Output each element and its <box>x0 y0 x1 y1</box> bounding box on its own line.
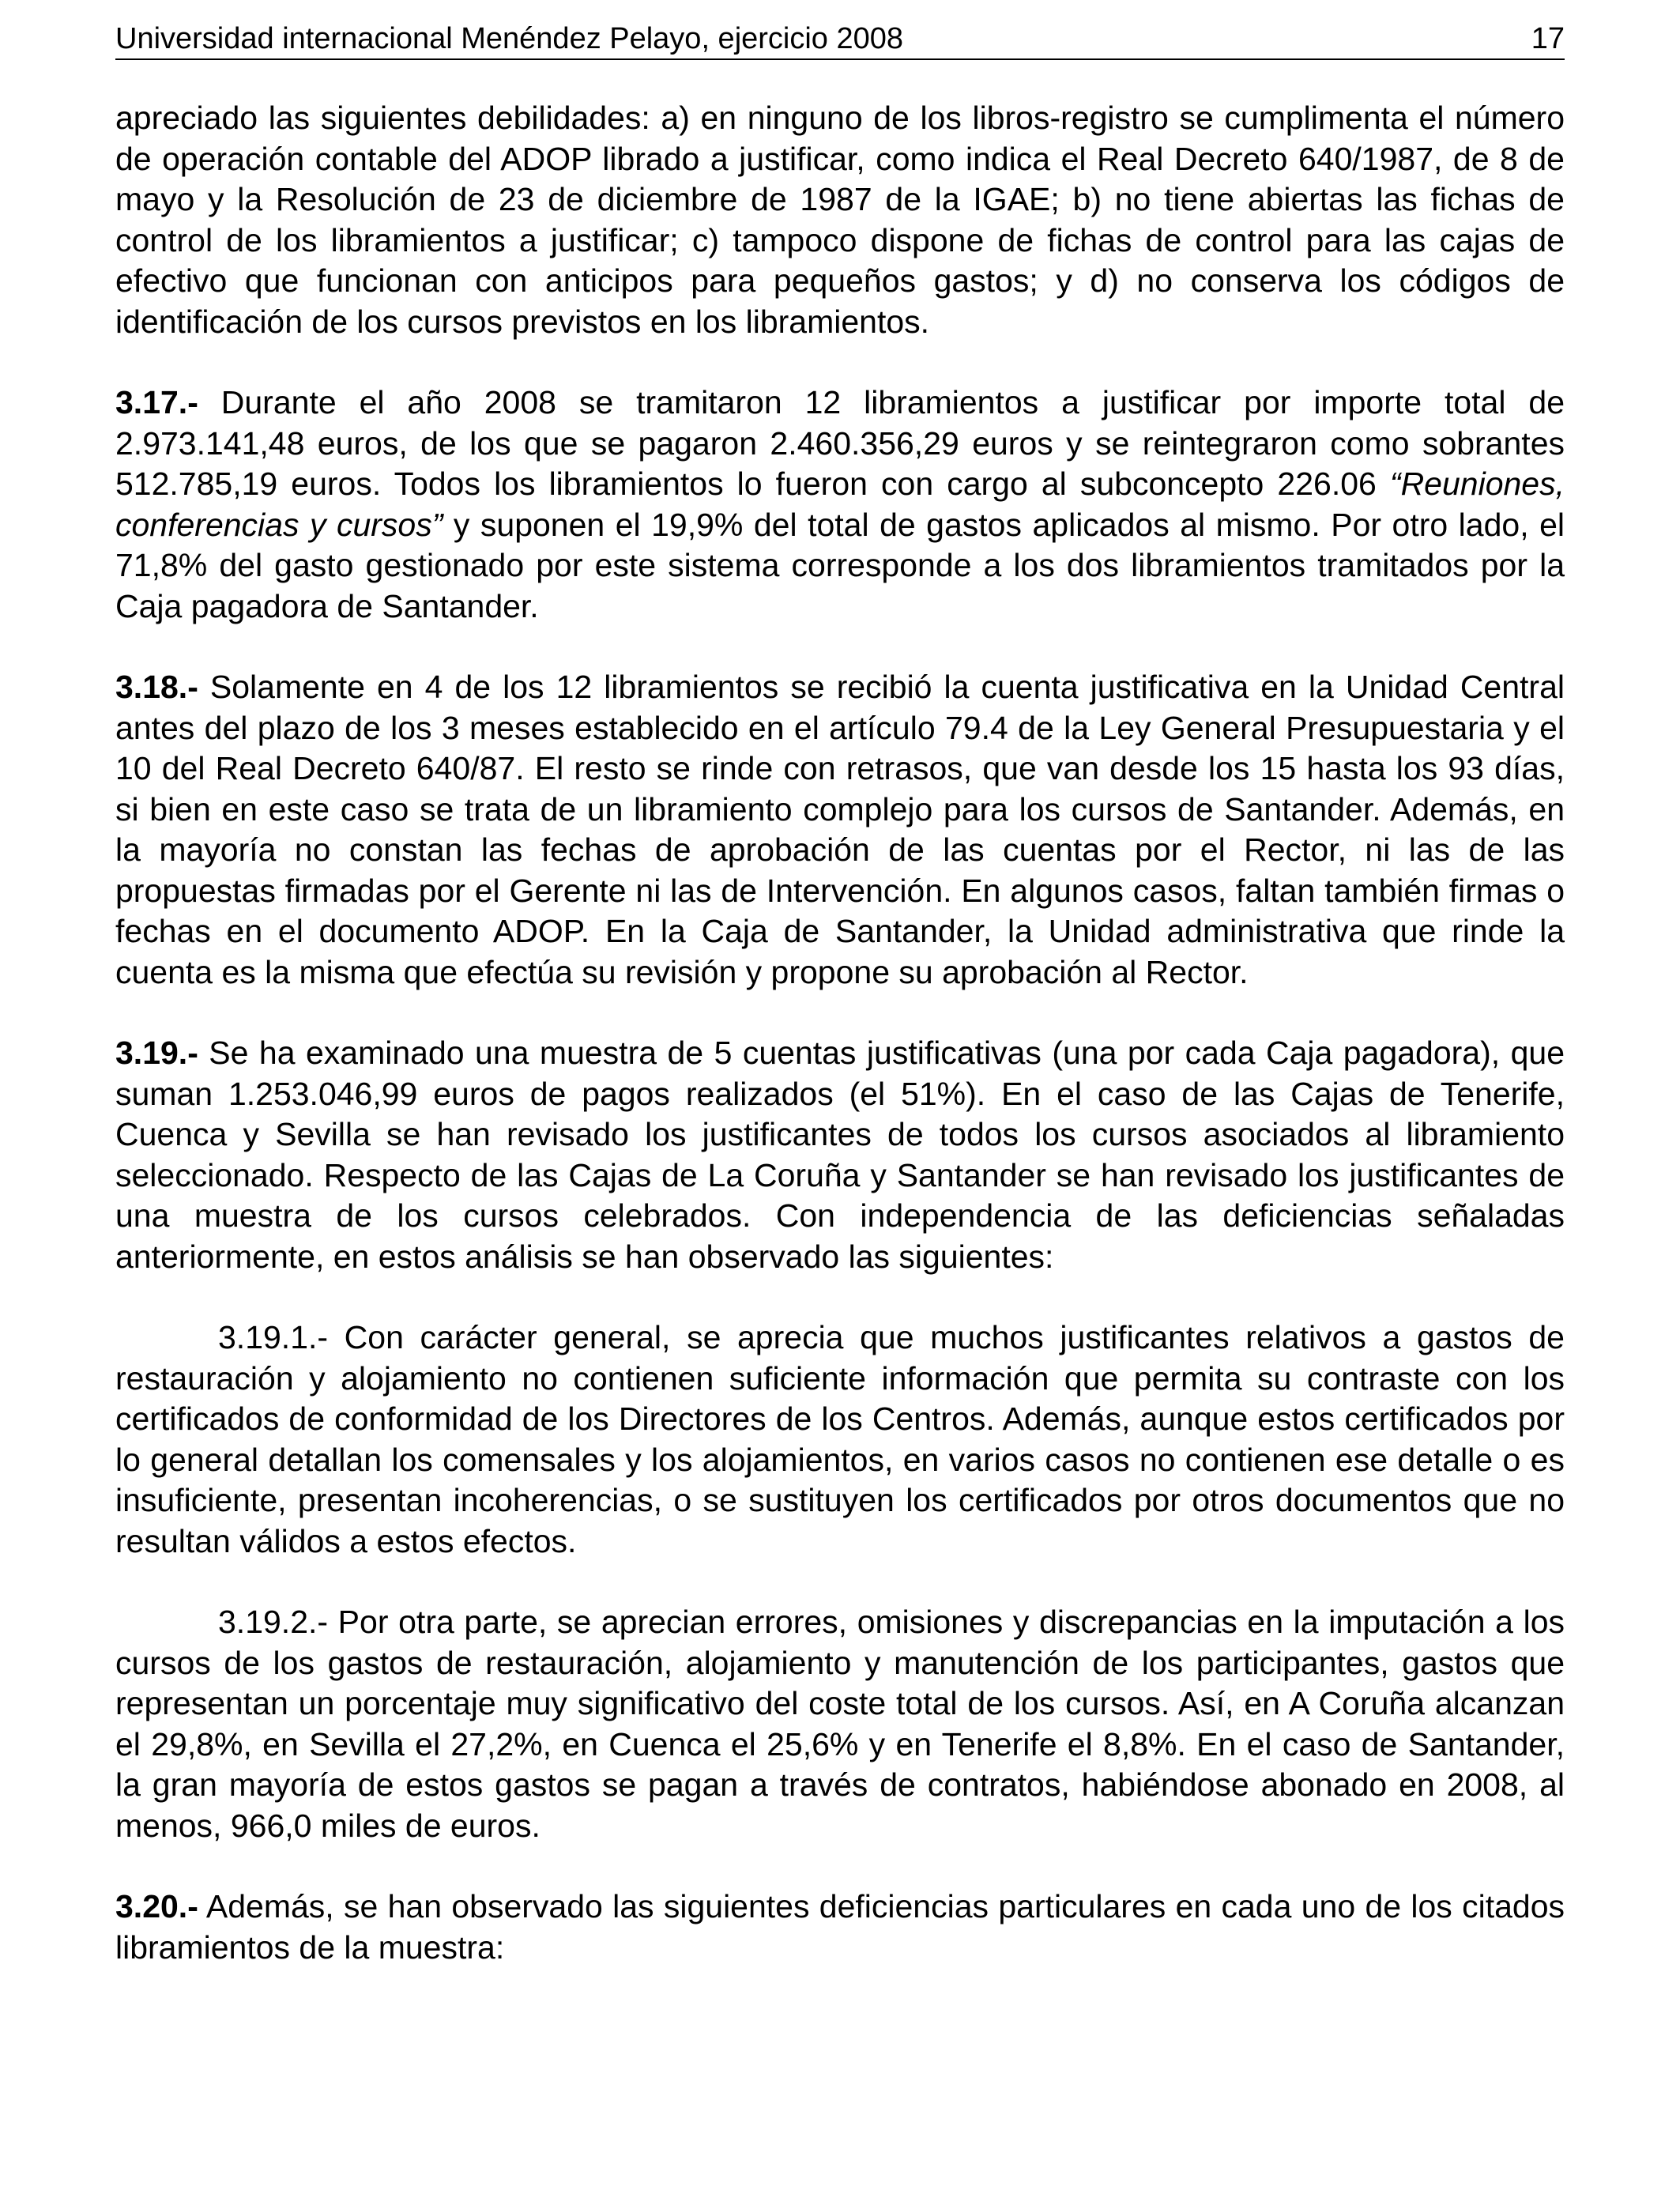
section-number: 3.20.- <box>115 1888 198 1924</box>
paragraph-text: y suponen el 19,9% del total de gastos aplicados al mismo. Por otro lado, el 71,8% del gasto gestionado por este sistema corresponde a los dos libramientos tramitados por la Caja pagadora de Santander. <box>115 506 1565 624</box>
paragraph-text: 3.19.1.- Con carácter general, se aprecia que muchos justificantes relativos a gastos de restauración y alojamiento no contienen suficiente información que permita su contraste con los certificados de conformidad de los Directores de los Centros. Además, aunque estos certificados por lo general detallan los comensales y los alojamientos, en varios casos no contienen ese detalle o es insuficiente, presentan incoherencias, o se sustituyen los certificados por otros documentos que no resultan válidos a estos efectos. <box>115 1319 1565 1559</box>
paragraph-3-19 <box>115 1033 1565 1277</box>
page-header <box>115 19 1565 60</box>
section-number: 3.19.- <box>115 1035 198 1071</box>
page-number: 17 <box>1531 22 1565 55</box>
paragraph-text: Se ha examinado una muestra de 5 cuentas justificativas (una por cada Caja pagadora), que suman 1.253.046,99 euros de pagos realizados (el 51%). En el caso de las Cajas de Tenerife, Cuenca y Sevilla se han revisado los justificantes de todos los cursos asociados al libramiento seleccionado. Respecto de las Cajas de La Coruña y Santander se han revisado los justificantes de una muestra de los cursos celebrados. Con independencia de las deficiencias señaladas anteriormente, en estos análisis se han observado las siguientes: <box>115 1035 1565 1275</box>
paragraph-text: 3.19.2.- Por otra parte, se aprecian errores, omisiones y discrepancias en la imputación a los cursos de los gastos de restauración, alojamiento y manutención de los participantes, gastos que representan un porcentaje muy significativo del coste total de los cursos. Así, en A Coruña alcanzan el 29,8%, en Sevilla el 27,2%, en Cuenca el 25,6% y en Tenerife el 8,8%. En el caso de Santander, la gran mayoría de estos gastos se pagan a través de contratos, habiéndose abonado en 2008, al menos, 966,0 miles de euros. <box>115 1604 1565 1844</box>
paragraph-continuation <box>115 98 1565 342</box>
paragraph-3-19-2 <box>115 1602 1565 1846</box>
document-body <box>115 98 1565 2008</box>
paragraph-3-19-1 <box>115 1318 1565 1562</box>
paragraph-3-20 <box>115 1887 1565 1968</box>
paragraph-text: apreciado las siguientes debilidades: a) en ninguno de los libros-registro se cumplimenta el número de operación contable del ADOP librado a justificar, como indica el Real Decreto 640/1987, de 8 de mayo y la Resolución de 23 de diciembre de 1987 de la IGAE; b) no tiene abiertas las fichas de control de los libramientos a justificar; c) tampoco dispone de fichas de control para las cajas de efectivo que funcionan con anticipos para pequeños gastos; y d) no conserva los códigos de identificación de los cursos previstos en los libramientos. <box>115 100 1565 340</box>
section-number: 3.18.- <box>115 669 198 705</box>
paragraph-3-18 <box>115 667 1565 993</box>
section-number: 3.17.- <box>115 384 198 420</box>
paragraph-text: Además, se han observado las siguientes deficiencias particulares en cada uno de los citados libramientos de la muestra: <box>115 1888 1565 1966</box>
paragraph-3-17 <box>115 383 1565 627</box>
subconcept-title: “Reuniones, conferencias y cursos” <box>115 466 1565 543</box>
paragraph-text: Durante el año 2008 se tramitaron 12 libramientos a justificar por importe total de 2.973.141,48 euros, de los que se pagaron 2.460.356,29 euros y se reintegraron como sobrantes 512.785,19 euros. Todos los libramientos lo fueron con cargo al subconcepto 226.06 <box>115 384 1565 502</box>
header-title: Universidad internacional Menéndez Pelayo, ejercicio 2008 <box>115 22 904 55</box>
paragraph-text: Solamente en 4 de los 12 libramientos se recibió la cuenta justificativa en la Unidad Central antes del plazo de los 3 meses establecido en el artículo 79.4 de la Ley General Presupuestaria y el 10 del Real Decreto 640/87. El resto se rinde con retrasos, que van desde los 15 hasta los 93 días, si bien en este caso se trata de un libramiento complejo para los cursos de Santander. Además, en la mayoría no constan las fechas de aprobación de las cuentas por el Rector, ni las de las propuestas firmadas por el Gerente ni las de Intervención. En algunos casos, faltan también firmas o fechas en el documento ADOP. En la Caja de Santander, la Unidad administrativa que rinde la cuenta es la misma que efectúa su revisión y propone su aprobación al Rector. <box>115 669 1565 990</box>
